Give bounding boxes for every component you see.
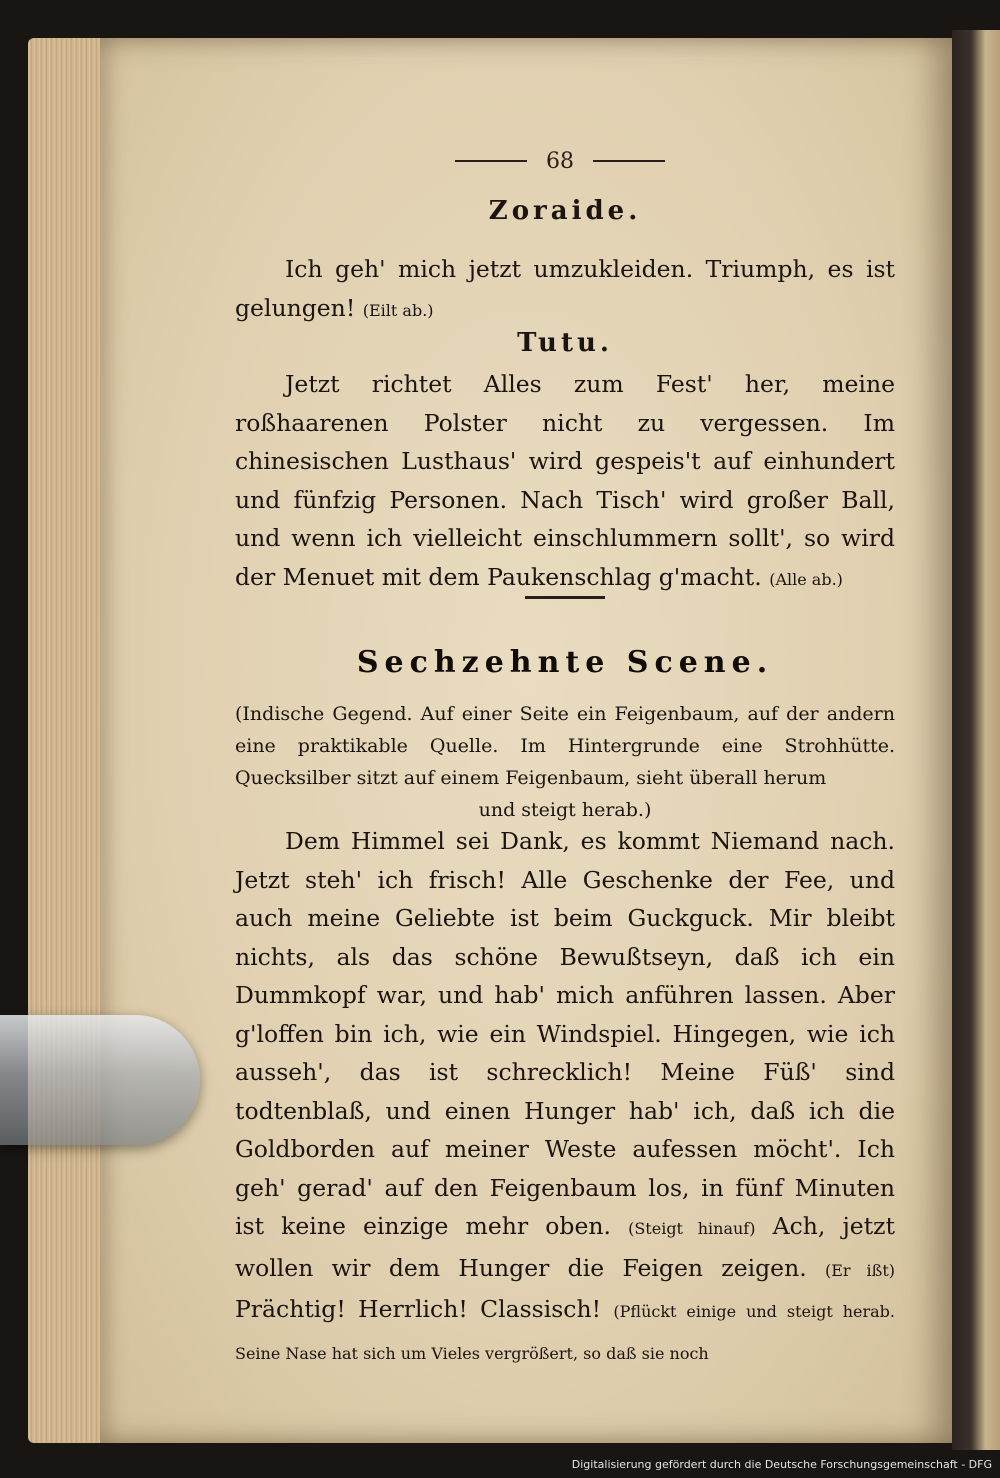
speech-tutu [235,365,895,599]
stage-direction: (Alle ab.) [769,569,843,589]
speaker-zoraide: Zoraide. [488,196,642,226]
speech-text: Prächtig! Herrlich! Classisch! [235,1295,602,1323]
scene-direction-block [235,698,895,826]
speech-text: Jetzt richtet Alles zum Fest' her, meine roßhaarenen Polster nicht zu vergessen. Im chinesischen Lusthaus' wird gespeis't auf einhundert und fünfzig Personen. Nach Tisch' wird großer Ball, und wenn ich vielleicht einschlummern sollt', so wird der Menuet mit dem Paukenschlag g'macht. [235,370,895,591]
speaker-tutu: Tutu. [517,328,613,358]
stage-direction: (Eilt ab.) [362,300,434,320]
scanner-clip [0,1015,200,1145]
header-rule-right [593,160,665,162]
speech-paragraph [235,365,895,599]
speech-text: Ach, jetzt wollen wir dem Hunger die Feigen zeigen. [235,1212,895,1282]
facing-page-edge [952,30,1000,1450]
stage-direction: (Pflückt einige und steigt herab. Seine Nase hat sich um Vieles vergrößert, so daß sie noch [235,1302,895,1363]
stage-direction: (Er ißt) [825,1260,895,1280]
speech-text: Dem Himmel sei Dank, es kommt Niemand nach. Jetzt steh' ich frisch! Alle Geschenke der Fee, und auch meine Geliebte ist beim Guckguck. Mir bleibt nichts, als das schöne Bewußtseyn, daß ich ein Dummkopf war, und hab' mich anführen lassen. Aber g'loffen bin ich, wie ein Windspiel. Hingegen, wie ich ausseh', das ist schrecklich! Meine Füß' sind todtenblaß, und einen Hunger hab' ich, daß ich die Goldborden auf meiner Weste aufessen möcht'. Ich geh' gerad' auf den Feigenbaum los, in fünf Minuten ist keine einzige mehr oben. [235,827,895,1240]
speech-paragraph [235,822,895,1373]
speech-zoraide [235,250,895,330]
speech-text: Ich geh' mich jetzt umzukleiden. Triumph, es ist gelungen! [235,255,895,322]
page-header [455,146,665,176]
stage-direction: (Steigt hinauf) [628,1219,756,1238]
scene-direction: (Indische Gegend. Auf einer Seite ein Feigenbaum, auf der andern eine praktikable Quelle. Im Hintergrunde eine Strohhütte. Quecksilber sitzt auf einem Feigenbaum, sieht überall herum [235,703,895,789]
speech-paragraph [235,250,895,330]
header-rule-left [455,160,527,162]
footer-credit: Digitalisierung gefördert durch die Deutsche Forschungsgemeinschaft - DFG [571,1458,992,1471]
section-divider [525,596,605,599]
scene-direction-end: und steigt herab.) [478,799,652,821]
speech-quecksilber [235,822,895,1373]
page-stack-edge [28,38,108,1443]
page-number: 68 [546,148,574,174]
scene-title: Sechzehnte Scene. [356,645,774,680]
